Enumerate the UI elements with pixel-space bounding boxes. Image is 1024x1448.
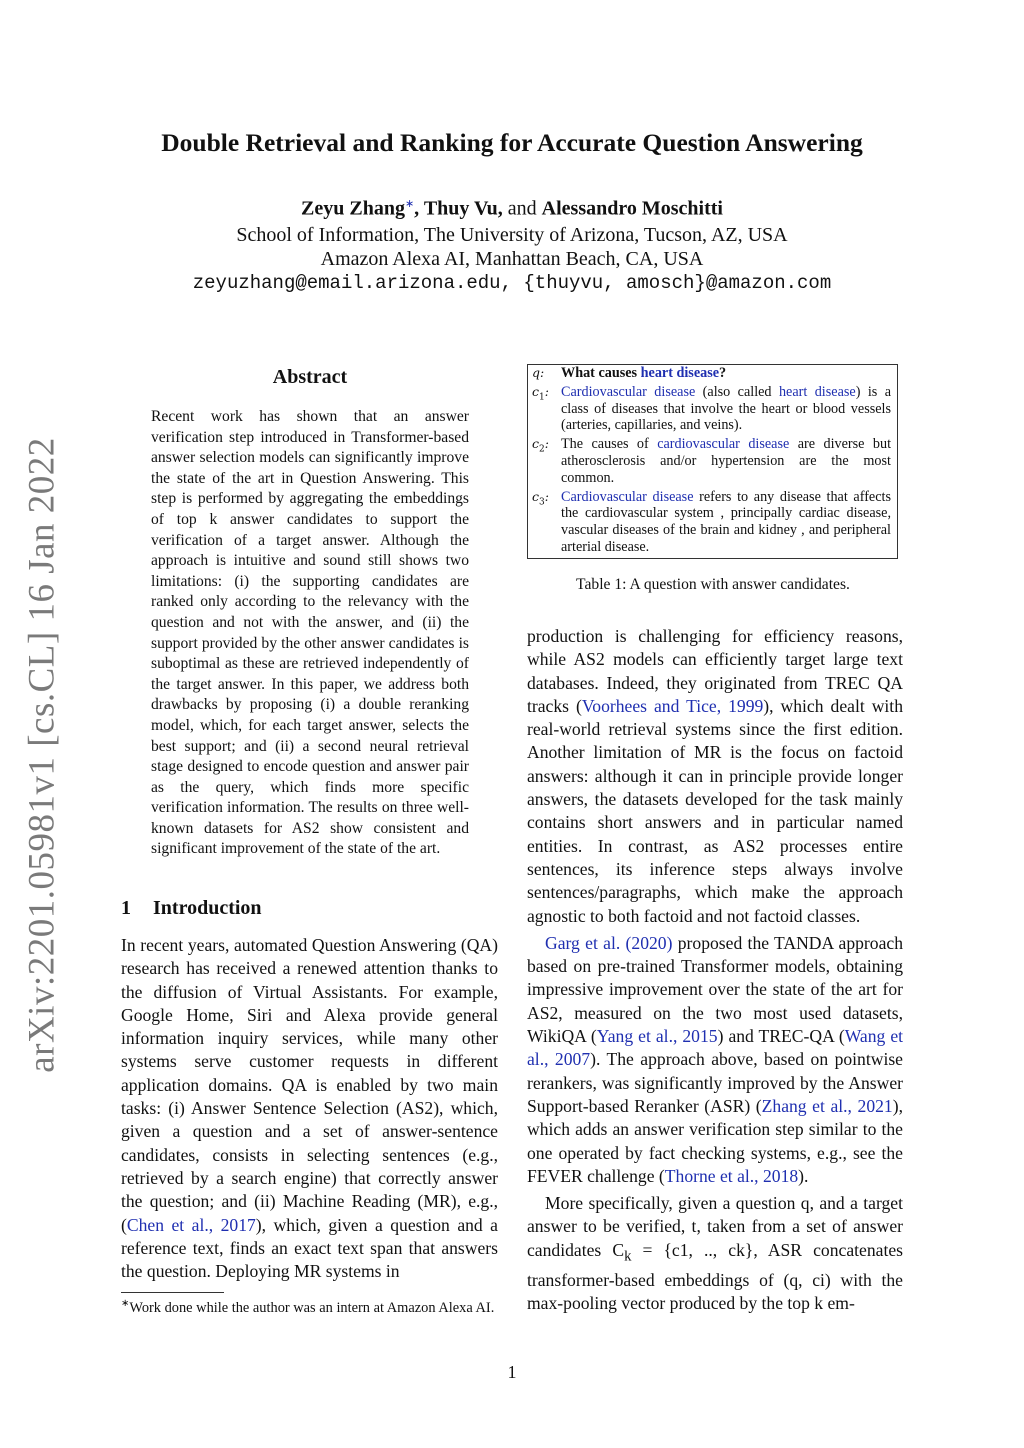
author-emails: zeyuzhang@email.arizona.edu, {thuyvu, amosch}@amazon.com <box>192 272 832 294</box>
citation-link[interactable]: Zhang et al., 2021 <box>761 1095 893 1116</box>
citation-link[interactable]: Garg et al. (2020) <box>545 932 673 953</box>
affiliation-1: School of Information, The University of Arizona, Tucson, AZ, USA <box>236 224 788 246</box>
affiliation-2: Amazon Alexa AI, Manhattan Beach, CA, USA <box>320 248 704 270</box>
footnote-divider <box>121 1292 224 1293</box>
table-row-candidate-2: $c_2$: The causes of cardiovascular disease are diverse but atherosclerosis and/or hypertension are the most common. <box>532 436 892 486</box>
citation-link[interactable]: Yang et al., 2015 <box>596 1026 718 1047</box>
paragraph: More specifically, given a question q, and a target answer to be verified, t, taken from a set of answer candidates $C_k = \{c1$, .., ck}, ASR concatenates transformer-based embeddings of (q, ci) with the max-pooling vector produced by the top k em- <box>527 1193 903 1313</box>
paragraph: production is challenging for efficiency reasons, while AS2 models can efficiently target large text databases. Indeed, they originated from TREC QA tracks (Voorhees and Tice, 1999), which dealt with real-world retrieval systems since the first edition. Another limitation of MR is the focus on factoid answers: although it can in principle provide longer answers, the datasets developed for the task mainly contains short answers and in particular named entities. In contrast, as AS2 processes entire sentences, its inference steps always involve sentences/paragraphs, which make the approach agnostic to both factoid and not factoid classes. <box>527 626 903 926</box>
author-1: Zeyu Zhang <box>301 197 405 220</box>
table-row-question: q: What causes heart disease? <box>532 365 727 381</box>
paragraph: Garg et al. (2020) proposed the TANDA approach based on pre-trained Transformer models, obtaining impressive improvement over the state of the art for AS2, measured on the two most used datasets, WikiQA (Yang et al., 2015) and TREC-QA (Wang et al., 2007). The approach above, based on pointwise rerankers, was significantly improved by the Answer Support-based Reranker (ASR) (Zhang et al., 2021), which adds an answer verification step similar to the one operated by fact checking systems, e.g., see the FEVER challenge (Thorne et al., 2018). <box>527 932 904 1186</box>
section-title: Introduction <box>153 897 262 919</box>
citation-link[interactable]: heart disease <box>778 383 856 400</box>
author-2: Thuy Vu, <box>423 197 503 220</box>
paper-title: Double Retrieval and Ranking for Accurate Question Answering <box>161 128 863 157</box>
table-1 <box>527 364 898 559</box>
arxiv-identifier: arXiv:2201.05981v1 [cs.CL] 16 Jan 2022 <box>21 437 63 1073</box>
author-list: Zeyu Zhang∗, Thuy Vu, and Alessandro Moschitti <box>301 197 723 220</box>
intro-paragraph: In recent years, automated Question Answering (QA) research has received a renewed attention thanks to the diffusion of Virtual Assistants. For example, Google Home, Siri and Alexa provide general information inquiry services, while many other systems serve customer requests in different application domains. QA is enabled by two main tasks: (i) Answer Sentence Selection (AS2), which, given a question and a set of answer-sentence candidates, consists in selecting sentences (e.g., retrieved by a search engine) that correctly answer the question; and (ii) Machine Reading (MR), e.g., (Chen et al., 2017), which, given a question and a reference text, finds an exact text span that answers the question. Deploying MR systems in <box>121 935 498 1282</box>
author-3: Alessandro Moschitti <box>541 197 723 220</box>
abstract-heading: Abstract <box>272 366 348 388</box>
citation-link[interactable]: Chen et al., 2017 <box>126 1214 256 1235</box>
author-conjunction: and <box>507 197 537 220</box>
introduction-left-column <box>121 934 498 1283</box>
footnote-marker[interactable]: ∗ <box>404 198 415 210</box>
section-heading-introduction <box>121 897 262 920</box>
citation-link[interactable]: Thorne et al., 2018 <box>664 1165 799 1186</box>
page-number: 1 <box>507 1362 517 1382</box>
introduction-right-column <box>527 625 903 1319</box>
table-caption: Table 1: A question with answer candidates. <box>576 576 850 593</box>
citation-link[interactable]: Wang et al., 2007 <box>527 1026 904 1070</box>
section-number: 1 <box>121 897 131 919</box>
citation-link[interactable]: Voorhees and Tice, 1999 <box>581 695 764 716</box>
footnote: ∗Work done while the author was an intern at Amazon Alexa AI. <box>121 1298 495 1316</box>
citation-link[interactable]: heart disease <box>640 365 720 381</box>
abstract-body: Recent work has shown that an answer verification step introduced in Transformer-based answer selection models can significantly improve the state of the art in Question Answering. This step is performed by aggregating the embeddings of top k answer candidates to support the verification of a target answer. Although the approach is intuitive and sound still shows two limitations: (i) the supporting candidates are ranked only according to the relevancy with the question and not with the answer, and (ii) the support provided by the other answer candidates is suboptimal as these are retrieved independently of the target answer. In this paper, we address both drawbacks by proposing (i) a double reranking model, which, for each target answer, selects the best support; and (ii) a second neural retrieval stage designed to encode question and answer pair as the query, which finds more specific verification information. The results on three well-known datasets for AS2 show consistent and significant improvement of the state of the art. <box>151 408 469 858</box>
citation-link[interactable]: cardiovascular disease <box>657 436 790 453</box>
table-row-candidate-1: $c_1$: Cardiovascular disease (also called heart disease) is a class of diseases that involve the heart or blood vessels (arteries, capillaries, and veins). <box>532 383 891 434</box>
table-row-candidate-3: $c_3$: Cardiovascular disease refers to any disease that affects the cardiovascular system , principally cardiac disease, vascular diseases of the brain and kidney , and peripheral arterial disease. <box>532 488 891 555</box>
citation-link[interactable]: Cardiovascular disease <box>561 488 694 505</box>
citation-link[interactable]: Cardiovascular disease <box>561 383 696 400</box>
